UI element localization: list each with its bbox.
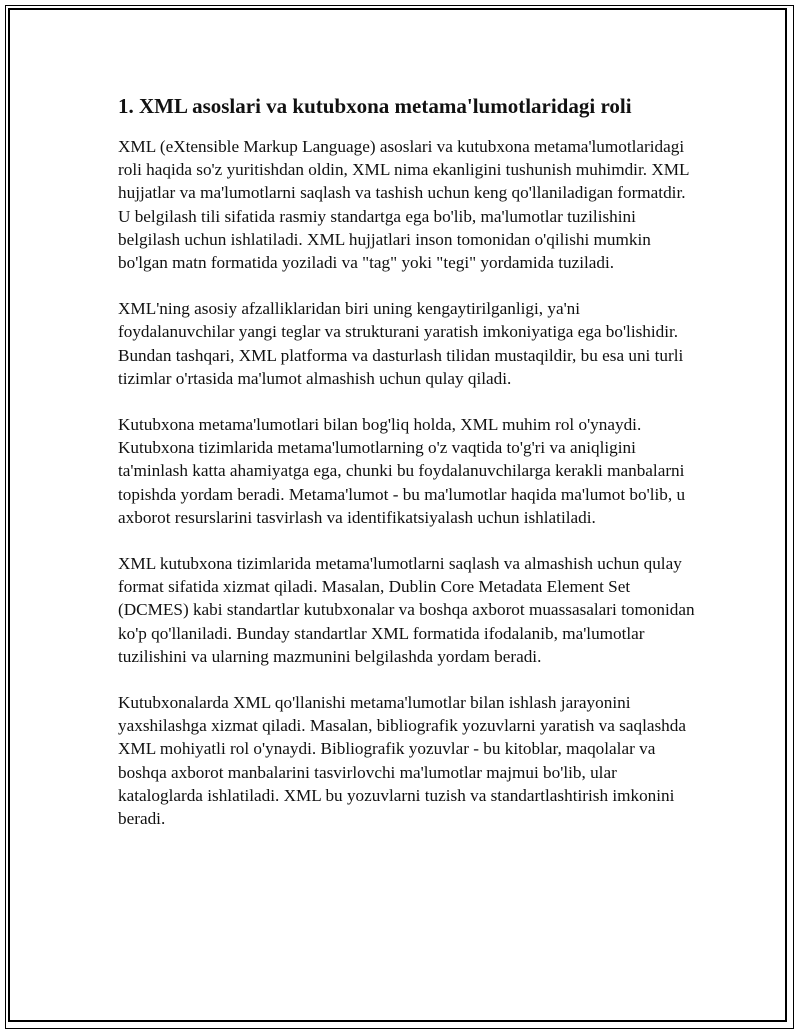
- section-heading: 1. XML asoslari va kutubxona metama'lumotlaridagi roli: [118, 94, 632, 118]
- paragraph-5: Kutubxonalarda XML qo'llanishi metama'lumotlar bilan ishlash jarayonini yaxshilashga xizmat qiladi. Masalan, bibliografik yozuvlarni yaratish va saqlashda XML mohiyatli rol o'ynaydi. Bibliografik yozuvlar - bu kitoblar, maqolalar va boshqa axborot manbalarini tasvirlovchi ma'lumotlar majmui bo'lib, ular kataloglarda ishlatiladi. XML bu yozuvlarni tuzish va standartlashtirish imkonini beradi.: [118, 693, 686, 829]
- paragraph-1: XML (eXtensible Markup Language) asoslari va kutubxona metama'lumotlaridagi roli haqida so'z yuritishdan oldin, XML nima ekanligini tushunish muhimdir. XML hujjatlar va ma'lumotlarni saqlash va tashish uchun keng qo'llaniladigan formatdir. U belgilash tili sifatida rasmiy standartga ega bo'lib, ma'lumotlar tuzilishini belgilash uchun ishlatiladi. XML hujjatlari inson tomonidan o'qilishi mumkin bo'lgan matn formatida yoziladi va "tag" yoki "tegi" yordamida tuziladi.: [118, 137, 689, 273]
- paragraph-4: XML kutubxona tizimlarida metama'lumotlarni saqlash va almashish uchun qulay format sifatida xizmat qiladi. Masalan, Dublin Core Metadata Element Set (DCMES) kabi standartlar kutubxonalar va boshqa axborot muassasalari tomonidan ko'p qo'llaniladi. Bunday standartlar XML formatida ifodalanib, ma'lumotlar tuzilishini va ularning mazmunini belgilashda yordam beradi.: [118, 554, 695, 666]
- paragraph-3: Kutubxona metama'lumotlari bilan bog'liq holda, XML muhim rol o'ynaydi. Kutubxona tizimlarida metama'lumotlarning o'z vaqtida to'g'ri va aniqligini ta'minlash katta ahamiyatga ega, chunki bu foydalanuvchilarga kerakli manbalarni topishda yordam beradi. Metama'lumot - bu ma'lumotlar haqida ma'lumot bo'lib, u axborot resurslarini tasvirlash va identifikatsiyalash uchun ishlatiladi.: [118, 415, 686, 527]
- document-body: [118, 93, 698, 853]
- paragraph-2: XML'ning asosiy afzalliklaridan biri uning kengaytirilganligi, ya'ni foydalanuvchilar yangi teglar va strukturani yaratish imkoniyatiga ega bo'lishidir. Bundan tashqari, XML platforma va dasturlash tilidan mustaqildir, bu esa uni turli tizimlar o'rtasida ma'lumot almashish uchun qulay qiladi.: [118, 299, 684, 388]
